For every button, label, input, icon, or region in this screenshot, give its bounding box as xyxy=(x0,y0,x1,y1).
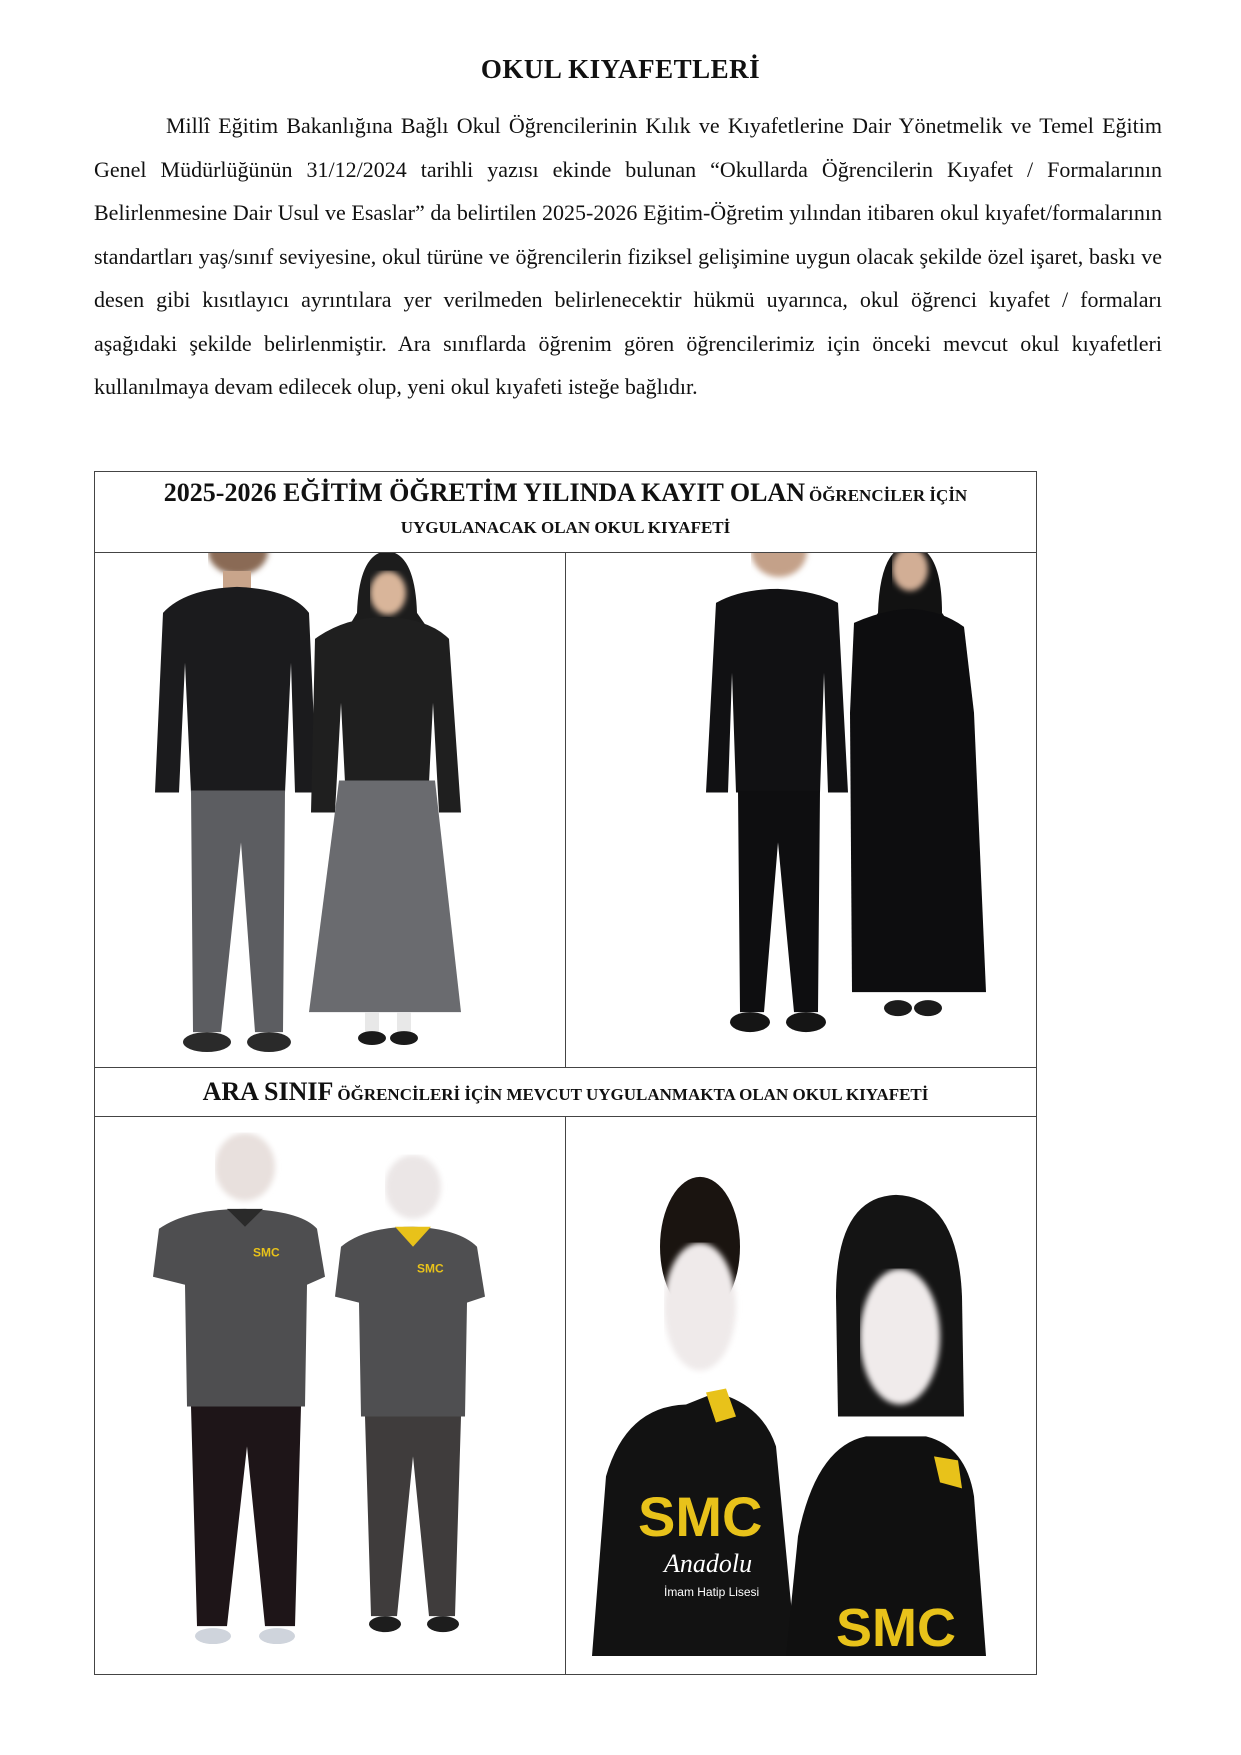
photo-current-uniform-polo xyxy=(95,1117,566,1675)
photo-current-uniform-hoodie xyxy=(566,1117,1037,1675)
section1-header xyxy=(95,472,1037,553)
current-uniform-polo-image xyxy=(95,1117,565,1674)
section1-title-large: 2025-2026 EĞİTİM ÖĞRETİM YILINDA KAYIT OLAN xyxy=(163,478,805,507)
section1-title-small: ÖĞRENCİLER İÇİN xyxy=(808,486,968,505)
polo-logo-text-1: SMC xyxy=(253,1245,280,1260)
current-uniform-hoodie-image xyxy=(566,1117,1036,1674)
section1-title-line2: UYGULANACAK OLAN OKUL KIYAFETİ xyxy=(400,518,731,537)
hoodie-logo-text-2: SMC xyxy=(836,1598,956,1659)
new-uniform-grey-image xyxy=(95,553,565,1067)
hoodie-logo-text: SMC xyxy=(638,1485,763,1549)
polo-logo-text-2: SMC xyxy=(416,1261,444,1276)
section2-title-small: ÖĞRENCİLERİ İÇİN MEVCUT UYGULANMAKTA OLAN OKUL KIYAFETİ xyxy=(337,1085,929,1104)
section2-title-large: ARA SINIF xyxy=(202,1077,334,1106)
body-paragraph: Millî Eğitim Bakanlığına Bağlı Okul Öğrencilerinin Kılık ve Kıyafetlerine Dair Yönetmelik ve Temel Eğitim Genel Müdürlüğünün 31/12/2024 tarihli yazısı ekinde bulunan “Okullarda Öğrencilerin Kıyafet / Formalarının Belirlenmesine Dair Usul ve Esaslar” da belirtilen 2025-2026 Eğitim-Öğretim yılından itibaren okul kıyafet/formalarının standartları yaş/sınıf seviyesine, okul türüne ve öğrencilerin fiziksel gelişimine uygun olacak şekilde özel işaret, baskı ve desen gibi kısıtlayıcı ayrıntılara yer verilmeden belirlenecektir hükmü uyarınca, okul öğrenci kıyafet / formaları aşağıdaki şekilde belirlenmiştir. Ara sınıflarda öğrenim gören öğrencilerimiz için önceki mevcut okul kıyafetleri kullanılmaya devam edilecek olup, yeni okul kıyafeti isteğe bağlıdır. xyxy=(94,113,1162,399)
section2-header xyxy=(95,1068,1037,1117)
hoodie-logo-subtext: Anadolu xyxy=(664,1549,753,1579)
document-title: OKUL KIYAFETLERİ xyxy=(480,54,761,84)
photo-new-uniform-black xyxy=(566,553,1037,1068)
uniform-table xyxy=(94,471,1037,1675)
hoodie-logo-caption: İmam Hatip Lisesi xyxy=(664,1585,760,1600)
photo-new-uniform-grey xyxy=(95,553,566,1068)
new-uniform-black-image xyxy=(566,553,1036,1067)
